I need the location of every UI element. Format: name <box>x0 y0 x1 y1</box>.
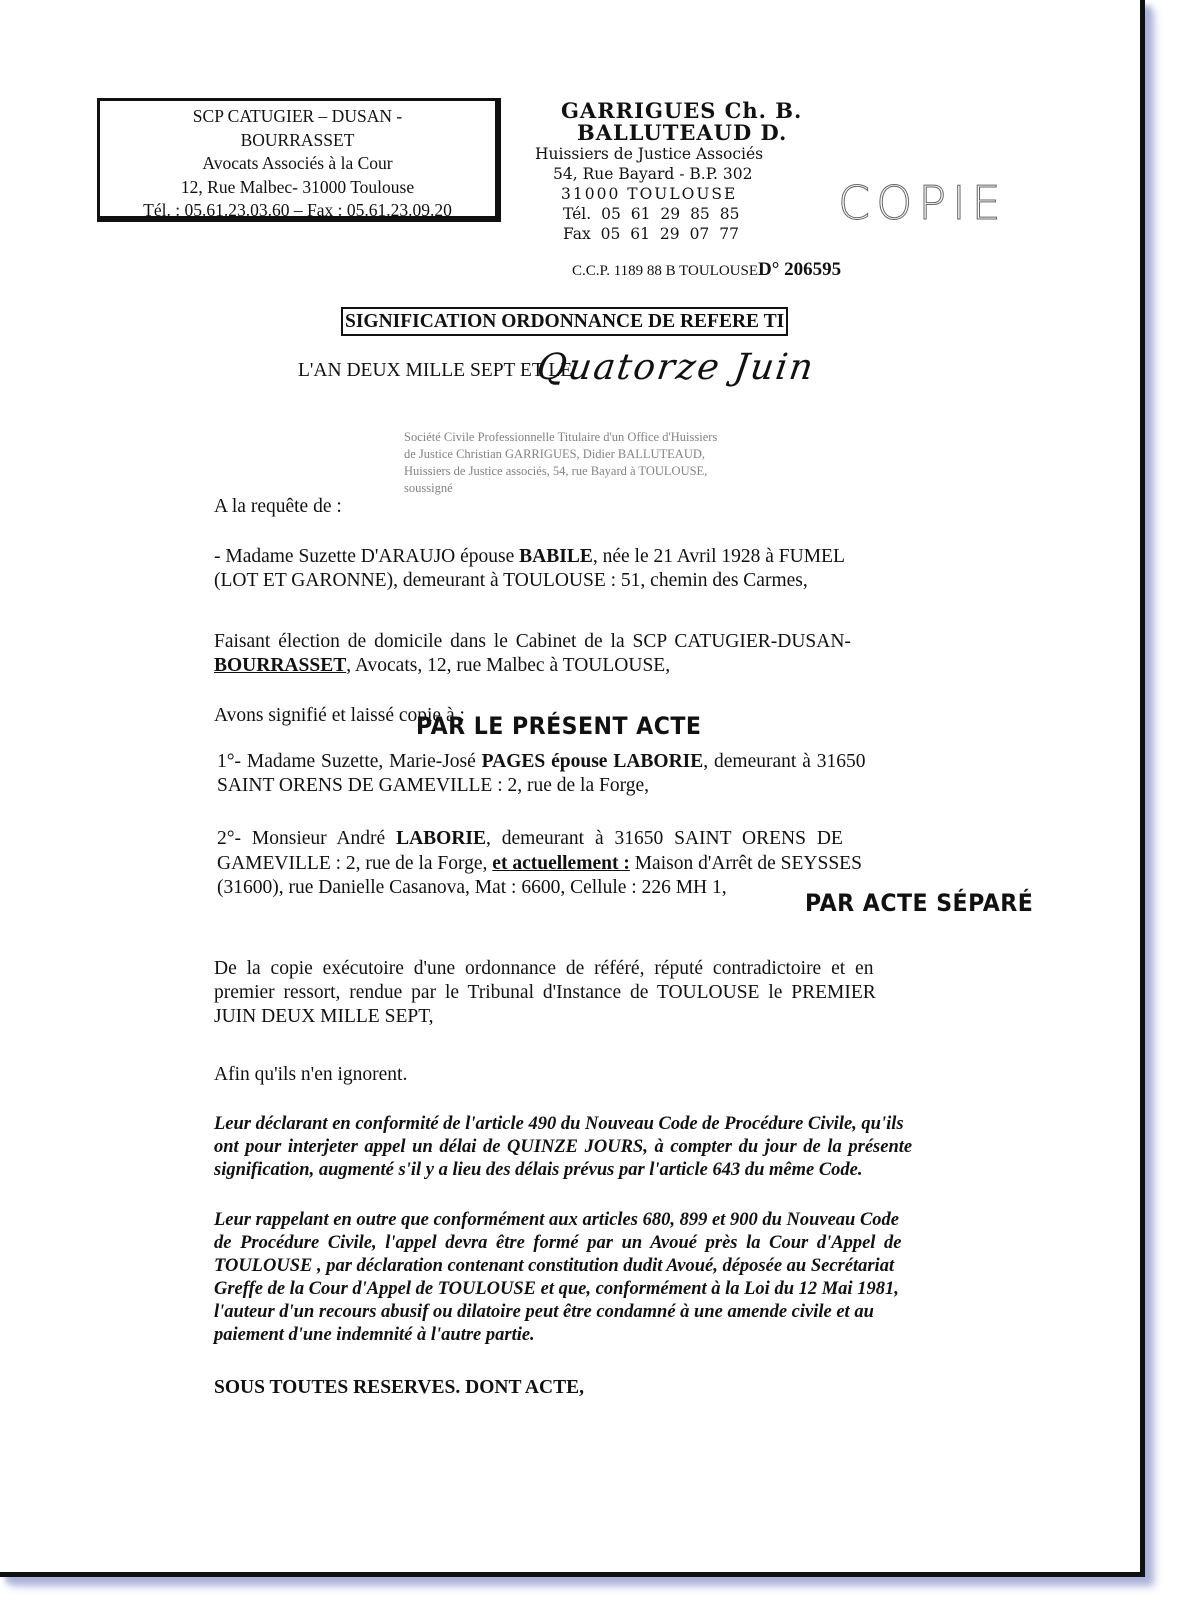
copie-stamp: COPIE <box>838 176 1007 230</box>
ccp-account: C.C.P. 1189 88 B TOULOUSE <box>572 263 759 279</box>
stamp-separate-act: PAR ACTE SÉPARÉ <box>805 889 1034 917</box>
copy-para-line3: JUIN DEUX MILLE SEPT, <box>214 1006 434 1027</box>
bailiff-role: Huissiers de Justice Associés <box>535 145 764 163</box>
recipient2-line1 <box>217 827 977 851</box>
bailiff-city: 31000 TOULOUSE <box>561 185 738 203</box>
domicile-line2 <box>214 654 974 678</box>
lawyer-contact: Tél. : 05.61.23.03.60 – Fax : 05.61.23.09.20 <box>143 200 452 220</box>
lawyer-firm-line1: SCP CATUGIER – DUSAN - <box>192 106 403 126</box>
recipient1-residence: , demeurant à 31650 <box>703 751 866 772</box>
recipient2-currently: et actuellement : <box>492 853 630 874</box>
requester-prefix: - Madame Suzette D'ARAUJO épouse <box>214 546 520 567</box>
requester-line2: (LOT ET GARONNE), demeurant à TOULOUSE : 51, chemin des Carmes, <box>214 570 808 591</box>
served-label: Avons signifié et laissé copie à : <box>214 705 465 726</box>
reminder-para-line4: Greffe de la Cour d'Appel de TOULOUSE et que, conformément à la Loi du 12 Mai 1981, <box>214 1279 899 1299</box>
document-title: SIGNIFICATION ORDONNANCE DE REFERE TI <box>341 307 788 336</box>
recipient2-residence: , demeurant à 31650 SAINT ORENS DE <box>486 828 843 849</box>
recipient2-line2 <box>217 852 977 876</box>
requester-surname: BABILE <box>519 546 593 567</box>
copy-para-line2: premier ressort, rendue par le Tribunal d'Instance de TOULOUSE le PREMIER <box>214 982 876 1003</box>
request-label: A la requête de : <box>214 496 342 517</box>
date-line-printed: L'AN DEUX MILLE SEPT ET LE <box>298 360 573 381</box>
bailiff-name-1: GARRIGUES Ch. B. <box>561 98 803 123</box>
bailiff-fax: Fax 05 61 29 07 77 <box>563 225 739 243</box>
recipient2-prison: Maison d'Arrêt de SEYSSES <box>629 853 862 874</box>
lawyer-header-box <box>97 98 501 222</box>
stamp-present-act: PAR LE PRÉSENT ACTE <box>416 712 702 740</box>
lawyer-role: Avocats Associés à la Cour <box>202 153 393 173</box>
recipient2-line3: (31600), rue Danielle Casanova, Mat : 6600, Cellule : 226 MH 1, <box>217 877 727 898</box>
requester-line1 <box>214 545 974 569</box>
lawyer-firm-line2: BOURRASSET <box>240 129 355 150</box>
office-stamp-line: soussigné <box>404 481 453 495</box>
reminder-para-line5: l'auteur d'un recours abusif ou dilatoire peut être condamné à une amende civile et au <box>214 1302 874 1322</box>
office-stamp-line: de Justice Christian GARRIGUES, Didier BALLUTEAUD, <box>404 447 706 461</box>
recipient1-line2: SAINT ORENS DE GAMEVILLE : 2, rue de la Forge, <box>217 775 650 796</box>
reminder-para-line3: TOULOUSE , par déclaration contenant constitution dudit Avoué, déposée au Secrétariat <box>214 1256 895 1276</box>
ignore-line: Afin qu'ils n'en ignorent. <box>214 1064 408 1085</box>
office-stamp-line: Société Civile Professionnelle Titulaire d'un Office d'Huissiers <box>404 430 718 444</box>
domicile-firm: BOURRASSET <box>214 655 347 676</box>
ccp-line <box>572 259 841 281</box>
bailiff-address: 54, Rue Bayard - B.P. 302 <box>553 165 753 183</box>
appeal-para-line2: ont pour interjeter appel un délai de QUINZE JOURS, à compter du jour de la présente <box>214 1137 913 1157</box>
bailiff-stamp <box>535 100 875 244</box>
reminder-para-line1: Leur rappelant en outre que conformément aux articles 680, 899 et 900 du Nouveau Code <box>214 1210 900 1230</box>
lawyer-address: 12, Rue Malbec- 31000 Toulouse <box>180 176 415 197</box>
requester-birth: , née le 21 Avril 1928 à FUMEL <box>592 546 845 567</box>
recipient1-line1 <box>217 750 977 774</box>
appeal-para-line3: signification, augmenté s'il y a lieu des délais prévus par l'article 643 du même Code. <box>214 1160 863 1180</box>
appeal-para-line1: Leur déclarant en conformité de l'article 490 du Nouveau Code de Procédure Civile, qu'ils <box>214 1114 904 1134</box>
date-handwritten: Quatorze Juin <box>534 347 818 388</box>
recipient2-surname: LABORIE <box>396 828 487 849</box>
closing-line: SOUS TOUTES RESERVES. DONT ACTE, <box>214 1377 584 1398</box>
reminder-para-line2: de Procédure Civile, l'appel devra être formé par un Avoué près la Cour d'Appel de <box>214 1233 902 1253</box>
reminder-para-line6: paiement d'une indemnité à l'autre partie. <box>214 1325 535 1345</box>
domicile-address: , Avocats, 12, rue Malbec à TOULOUSE, <box>346 655 671 676</box>
file-number: D° 206595 <box>758 259 842 280</box>
recipient2-address: GAMEVILLE : 2, rue de la Forge, <box>217 853 493 874</box>
bailiff-name-2: BALLUTEAUD D. <box>577 120 788 145</box>
recipient2-prefix: 2°- Monsieur André <box>217 828 397 849</box>
bailiff-tel: Tél. 05 61 29 85 85 <box>563 205 740 223</box>
copy-para-line1: De la copie exécutoire d'une ordonnance de référé, réputé contradictoire et en <box>214 958 874 979</box>
domicile-line1: Faisant élection de domicile dans le Cabinet de la SCP CATUGIER-DUSAN- <box>214 631 851 652</box>
recipient1-surname: PAGES <box>481 751 546 772</box>
office-stamp-line: Huissiers de Justice associés, 54, rue Bayard à TOULOUSE, <box>404 464 708 478</box>
recipient1-married-name: épouse LABORIE <box>551 751 704 772</box>
office-stamp <box>404 429 794 497</box>
recipient1-prefix: 1°- Madame Suzette, Marie-José <box>217 751 482 772</box>
